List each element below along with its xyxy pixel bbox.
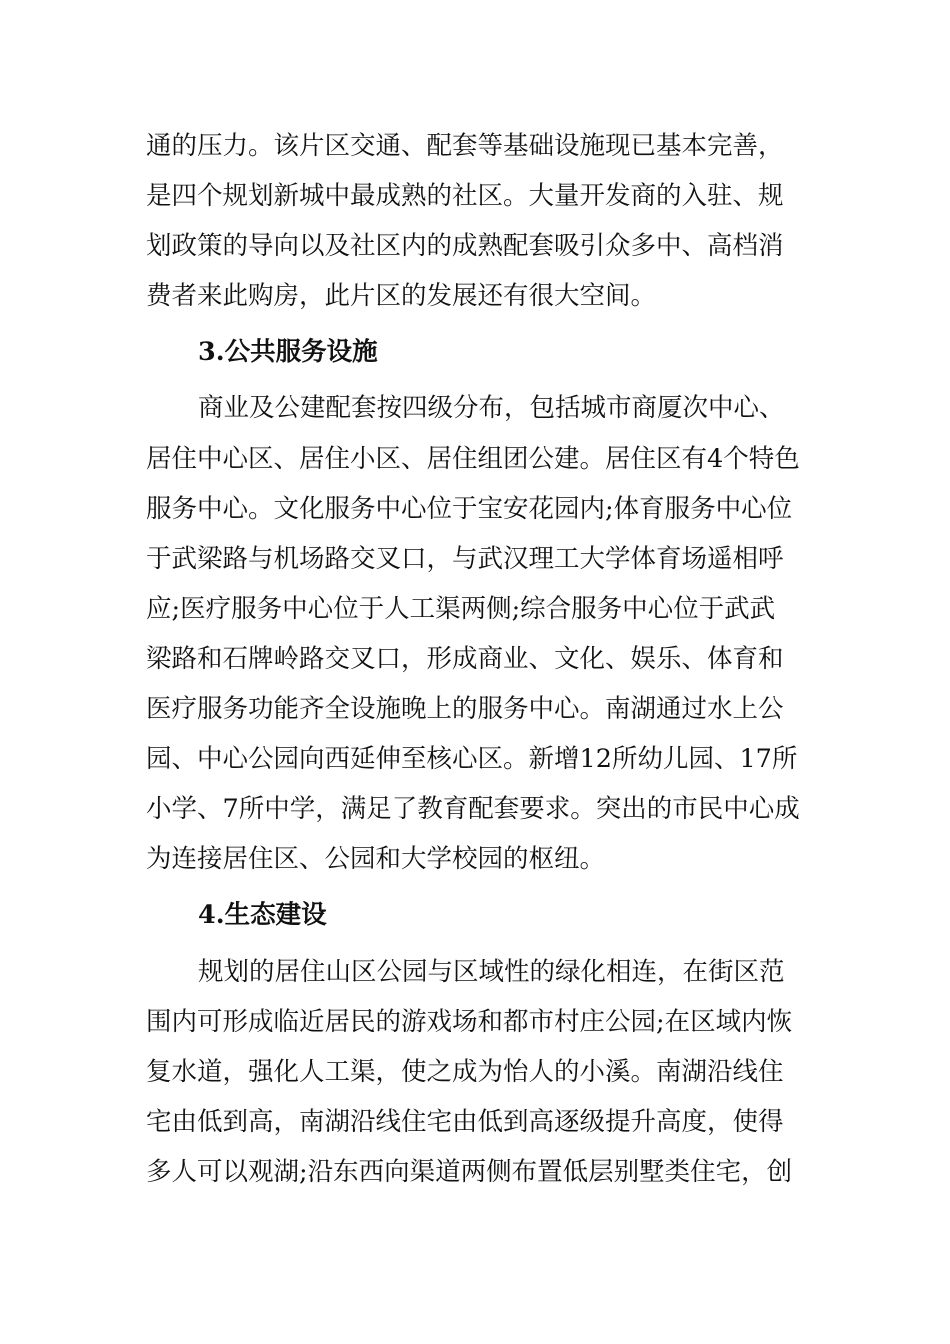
text-line: 梁路和石牌岭路交叉口，形成商业、文化、娱乐、体育和 bbox=[146, 643, 784, 674]
text-line: 费者来此购房，此片区的发展还有很大空间。 bbox=[146, 281, 657, 312]
text-line: 商业及公建配套按四级分布，包括城市商厦次中心、 bbox=[198, 393, 785, 424]
text-line: 于武梁路与机场路交叉口，与武汉理工大学体育场遥相呼 bbox=[146, 543, 784, 574]
section-heading-ecology: 4.生态建设 bbox=[198, 900, 327, 931]
document-body bbox=[146, 121, 810, 1197]
text-line: 园、中心公园向西延伸至核心区。新增12所幼儿园、17所 bbox=[146, 744, 798, 775]
paragraph-ecology bbox=[146, 947, 810, 1197]
text-line: 为连接居住区、公园和大学校园的枢纽。 bbox=[146, 844, 606, 875]
text-line: 规划的居住山区公园与区域性的绿化相连，在街区范 bbox=[198, 956, 785, 987]
text-line: 是四个规划新城中最成熟的社区。大量开发商的入驻、规 bbox=[146, 181, 784, 212]
text-line: 小学、7所中学，满足了教育配套要求。突出的市民中心成 bbox=[146, 794, 800, 825]
text-line: 医疗服务功能齐全设施晚上的服务中心。南湖通过水上公 bbox=[146, 694, 784, 725]
section-heading-public-services: 3.公共服务设施 bbox=[198, 337, 378, 368]
paragraph-public-services bbox=[146, 383, 810, 884]
text-line: 居住中心区、居住小区、居住组团公建。居住区有4个特色 bbox=[146, 443, 800, 474]
text-line: 通的压力。该片区交通、配套等基础设施现已基本完善， bbox=[146, 131, 784, 161]
paragraph-continuation bbox=[146, 121, 810, 321]
text-line: 服务中心。文化服务中心位于宝安花园内;体育服务中心位 bbox=[146, 493, 793, 524]
text-line: 多人可以观湖;沿东西向渠道两侧布置低层别墅类住宅，创 bbox=[146, 1156, 793, 1187]
text-line: 围内可形成临近居民的游戏场和都市村庄公园;在区域内恢 bbox=[146, 1006, 793, 1037]
text-line: 划政策的导向以及社区内的成熟配套吸引众多中、高档消 bbox=[146, 231, 784, 262]
text-line: 应;医疗服务中心位于人工渠两侧;综合服务中心位于武武 bbox=[146, 593, 776, 624]
text-line: 宅由低到高，南湖沿线住宅由低到高逐级提升高度，使得 bbox=[146, 1106, 784, 1137]
text-line: 复水道，强化人工渠，使之成为怡人的小溪。南湖沿线住 bbox=[146, 1056, 784, 1087]
